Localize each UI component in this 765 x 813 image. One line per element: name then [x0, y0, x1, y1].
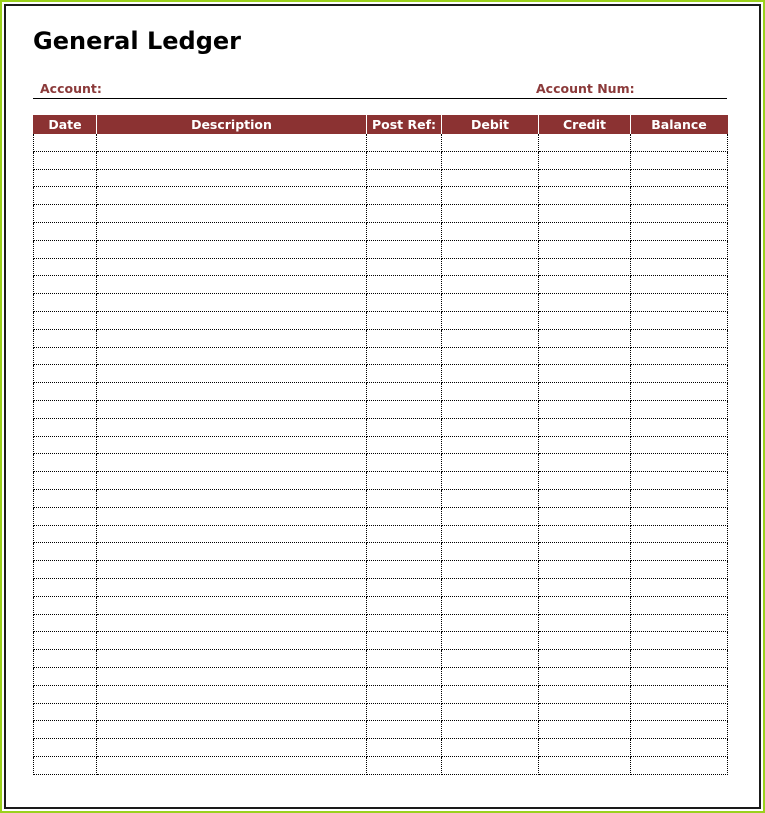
table-row: [34, 650, 728, 668]
post-ref-cell[interactable]: [367, 756, 442, 774]
date-cell[interactable]: [34, 258, 97, 276]
debit-cell[interactable]: [442, 596, 539, 614]
description-cell[interactable]: [97, 650, 367, 668]
debit-cell[interactable]: [442, 169, 539, 187]
table-row: [34, 294, 728, 312]
debit-cell[interactable]: [442, 650, 539, 668]
date-cell[interactable]: [34, 205, 97, 223]
balance-cell[interactable]: [631, 756, 728, 774]
date-cell[interactable]: [34, 472, 97, 490]
description-cell[interactable]: [97, 454, 367, 472]
credit-cell[interactable]: [539, 311, 631, 329]
balance-cell[interactable]: [631, 525, 728, 543]
table-row: [34, 596, 728, 614]
balance-cell[interactable]: [631, 400, 728, 418]
debit-cell[interactable]: [442, 543, 539, 561]
credit-cell[interactable]: [539, 187, 631, 205]
post-ref-cell[interactable]: [367, 134, 442, 151]
post-ref-cell[interactable]: [367, 365, 442, 383]
credit-cell[interactable]: [539, 436, 631, 454]
debit-cell[interactable]: [442, 489, 539, 507]
post-ref-cell[interactable]: [367, 507, 442, 525]
balance-cell[interactable]: [631, 454, 728, 472]
post-ref-cell[interactable]: [367, 187, 442, 205]
debit-cell[interactable]: [442, 258, 539, 276]
account-line: [33, 98, 727, 99]
credit-cell[interactable]: [539, 489, 631, 507]
debit-cell[interactable]: [442, 187, 539, 205]
post-ref-cell[interactable]: [367, 667, 442, 685]
credit-cell[interactable]: [539, 294, 631, 312]
table-row: [34, 258, 728, 276]
description-cell[interactable]: [97, 365, 367, 383]
date-cell[interactable]: [34, 276, 97, 294]
balance-cell[interactable]: [631, 276, 728, 294]
description-cell[interactable]: [97, 418, 367, 436]
table-row: [34, 365, 728, 383]
date-cell[interactable]: [34, 685, 97, 703]
debit-cell[interactable]: [442, 739, 539, 757]
description-cell[interactable]: [97, 703, 367, 721]
date-cell[interactable]: [34, 650, 97, 668]
description-cell[interactable]: [97, 169, 367, 187]
credit-cell[interactable]: [539, 169, 631, 187]
debit-cell[interactable]: [442, 667, 539, 685]
credit-cell[interactable]: [539, 703, 631, 721]
post-ref-cell[interactable]: [367, 329, 442, 347]
table-row: [34, 525, 728, 543]
post-ref-cell[interactable]: [367, 739, 442, 757]
table-row: [34, 703, 728, 721]
debit-cell[interactable]: [442, 525, 539, 543]
ledger-table: [33, 115, 728, 775]
date-cell[interactable]: [34, 383, 97, 401]
page-title: General Ledger: [33, 27, 241, 55]
balance-cell[interactable]: [631, 169, 728, 187]
debit-cell[interactable]: [442, 329, 539, 347]
debit-cell[interactable]: [442, 151, 539, 169]
post-ref-cell[interactable]: [367, 222, 442, 240]
balance-cell[interactable]: [631, 489, 728, 507]
post-ref-cell[interactable]: [367, 472, 442, 490]
balance-cell[interactable]: [631, 543, 728, 561]
description-cell[interactable]: [97, 561, 367, 579]
description-cell[interactable]: [97, 507, 367, 525]
credit-cell[interactable]: [539, 134, 631, 151]
table-row: [34, 311, 728, 329]
balance-cell[interactable]: [631, 561, 728, 579]
date-cell[interactable]: [34, 347, 97, 365]
description-cell[interactable]: [97, 596, 367, 614]
ledger-body: [34, 134, 728, 774]
debit-cell[interactable]: [442, 436, 539, 454]
debit-cell[interactable]: [442, 614, 539, 632]
description-cell[interactable]: [97, 472, 367, 490]
debit-cell[interactable]: [442, 240, 539, 258]
credit-cell[interactable]: [539, 525, 631, 543]
balance-cell[interactable]: [631, 721, 728, 739]
debit-cell[interactable]: [442, 472, 539, 490]
balance-cell[interactable]: [631, 347, 728, 365]
balance-cell[interactable]: [631, 222, 728, 240]
table-row: [34, 561, 728, 579]
table-row: [34, 151, 728, 169]
balance-cell[interactable]: [631, 685, 728, 703]
balance-cell[interactable]: [631, 436, 728, 454]
post-ref-cell[interactable]: [367, 347, 442, 365]
credit-cell[interactable]: [539, 240, 631, 258]
date-cell[interactable]: [34, 756, 97, 774]
date-cell[interactable]: [34, 739, 97, 757]
description-cell[interactable]: [97, 383, 367, 401]
description-cell[interactable]: [97, 222, 367, 240]
date-cell[interactable]: [34, 561, 97, 579]
credit-cell[interactable]: [539, 276, 631, 294]
description-cell[interactable]: [97, 436, 367, 454]
date-cell[interactable]: [34, 418, 97, 436]
post-ref-cell[interactable]: [367, 400, 442, 418]
post-ref-cell[interactable]: [367, 721, 442, 739]
date-cell[interactable]: [34, 222, 97, 240]
date-cell[interactable]: [34, 169, 97, 187]
column-header-post-ref: Post Ref:: [367, 115, 442, 134]
date-cell[interactable]: [34, 632, 97, 650]
table-header-row: [34, 115, 728, 134]
account-num-label: Account Num:: [536, 81, 635, 96]
post-ref-cell[interactable]: [367, 614, 442, 632]
date-cell[interactable]: [34, 721, 97, 739]
balance-cell[interactable]: [631, 151, 728, 169]
table-row: [34, 578, 728, 596]
post-ref-cell[interactable]: [367, 294, 442, 312]
credit-cell[interactable]: [539, 632, 631, 650]
date-cell[interactable]: [34, 365, 97, 383]
balance-cell[interactable]: [631, 507, 728, 525]
date-cell[interactable]: [34, 311, 97, 329]
debit-cell[interactable]: [442, 276, 539, 294]
description-cell[interactable]: [97, 347, 367, 365]
debit-cell[interactable]: [442, 578, 539, 596]
debit-cell[interactable]: [442, 756, 539, 774]
description-cell[interactable]: [97, 739, 367, 757]
balance-cell[interactable]: [631, 632, 728, 650]
date-cell[interactable]: [34, 543, 97, 561]
description-cell[interactable]: [97, 134, 367, 151]
balance-cell[interactable]: [631, 205, 728, 223]
table-row: [34, 614, 728, 632]
table-row: [34, 436, 728, 454]
credit-cell[interactable]: [539, 383, 631, 401]
table-row: [34, 418, 728, 436]
credit-cell[interactable]: [539, 667, 631, 685]
credit-cell[interactable]: [539, 472, 631, 490]
date-cell[interactable]: [34, 134, 97, 151]
balance-cell[interactable]: [631, 703, 728, 721]
post-ref-cell[interactable]: [367, 205, 442, 223]
description-cell[interactable]: [97, 258, 367, 276]
description-cell[interactable]: [97, 187, 367, 205]
credit-cell[interactable]: [539, 347, 631, 365]
date-cell[interactable]: [34, 454, 97, 472]
debit-cell[interactable]: [442, 134, 539, 151]
debit-cell[interactable]: [442, 222, 539, 240]
table-row: [34, 222, 728, 240]
description-cell[interactable]: [97, 667, 367, 685]
table-row: [34, 400, 728, 418]
date-cell[interactable]: [34, 436, 97, 454]
balance-cell[interactable]: [631, 650, 728, 668]
credit-cell[interactable]: [539, 365, 631, 383]
table-row: [34, 240, 728, 258]
credit-cell[interactable]: [539, 329, 631, 347]
debit-cell[interactable]: [442, 561, 539, 579]
credit-cell[interactable]: [539, 596, 631, 614]
table-row: [34, 543, 728, 561]
balance-cell[interactable]: [631, 294, 728, 312]
post-ref-cell[interactable]: [367, 489, 442, 507]
debit-cell[interactable]: [442, 294, 539, 312]
credit-cell[interactable]: [539, 685, 631, 703]
post-ref-cell[interactable]: [367, 436, 442, 454]
debit-cell[interactable]: [442, 400, 539, 418]
table-row: [34, 685, 728, 703]
column-header-debit: Debit: [442, 115, 539, 134]
date-cell[interactable]: [34, 507, 97, 525]
post-ref-cell[interactable]: [367, 276, 442, 294]
table-row: [34, 347, 728, 365]
date-cell[interactable]: [34, 703, 97, 721]
description-cell[interactable]: [97, 276, 367, 294]
description-cell[interactable]: [97, 543, 367, 561]
post-ref-cell[interactable]: [367, 596, 442, 614]
debit-cell[interactable]: [442, 365, 539, 383]
post-ref-cell[interactable]: [367, 543, 442, 561]
balance-cell[interactable]: [631, 596, 728, 614]
credit-cell[interactable]: [539, 614, 631, 632]
balance-cell[interactable]: [631, 240, 728, 258]
balance-cell[interactable]: [631, 667, 728, 685]
date-cell[interactable]: [34, 489, 97, 507]
table-row: [34, 205, 728, 223]
table-row: [34, 134, 728, 151]
table-row: [34, 472, 728, 490]
column-header-credit: Credit: [539, 115, 631, 134]
description-cell[interactable]: [97, 756, 367, 774]
balance-cell[interactable]: [631, 739, 728, 757]
table-row: [34, 756, 728, 774]
post-ref-cell[interactable]: [367, 151, 442, 169]
description-cell[interactable]: [97, 400, 367, 418]
debit-cell[interactable]: [442, 205, 539, 223]
table-row: [34, 739, 728, 757]
date-cell[interactable]: [34, 294, 97, 312]
table-row: [34, 489, 728, 507]
debit-cell[interactable]: [442, 347, 539, 365]
balance-cell[interactable]: [631, 383, 728, 401]
column-header-date: Date: [34, 115, 97, 134]
column-header-description: Description: [97, 115, 367, 134]
description-cell[interactable]: [97, 525, 367, 543]
post-ref-cell[interactable]: [367, 258, 442, 276]
debit-cell[interactable]: [442, 507, 539, 525]
balance-cell[interactable]: [631, 329, 728, 347]
debit-cell[interactable]: [442, 703, 539, 721]
post-ref-cell[interactable]: [367, 454, 442, 472]
date-cell[interactable]: [34, 329, 97, 347]
description-cell[interactable]: [97, 614, 367, 632]
debit-cell[interactable]: [442, 685, 539, 703]
account-label: Account:: [40, 81, 102, 96]
credit-cell[interactable]: [539, 650, 631, 668]
post-ref-cell[interactable]: [367, 685, 442, 703]
description-cell[interactable]: [97, 205, 367, 223]
post-ref-cell[interactable]: [367, 311, 442, 329]
table-row: [34, 721, 728, 739]
post-ref-cell[interactable]: [367, 169, 442, 187]
debit-cell[interactable]: [442, 632, 539, 650]
credit-cell[interactable]: [539, 543, 631, 561]
balance-cell[interactable]: [631, 418, 728, 436]
table-row: [34, 383, 728, 401]
credit-cell[interactable]: [539, 454, 631, 472]
credit-cell[interactable]: [539, 151, 631, 169]
table-row: [34, 667, 728, 685]
date-cell[interactable]: [34, 240, 97, 258]
date-cell[interactable]: [34, 667, 97, 685]
description-cell[interactable]: [97, 311, 367, 329]
table-row: [34, 507, 728, 525]
table-row: [34, 454, 728, 472]
table-row: [34, 187, 728, 205]
credit-cell[interactable]: [539, 400, 631, 418]
credit-cell[interactable]: [539, 756, 631, 774]
date-cell[interactable]: [34, 151, 97, 169]
post-ref-cell[interactable]: [367, 632, 442, 650]
debit-cell[interactable]: [442, 721, 539, 739]
balance-cell[interactable]: [631, 365, 728, 383]
credit-cell[interactable]: [539, 258, 631, 276]
post-ref-cell[interactable]: [367, 240, 442, 258]
description-cell[interactable]: [97, 329, 367, 347]
description-cell[interactable]: [97, 489, 367, 507]
table-row: [34, 632, 728, 650]
credit-cell[interactable]: [539, 739, 631, 757]
credit-cell[interactable]: [539, 418, 631, 436]
credit-cell[interactable]: [539, 578, 631, 596]
balance-cell[interactable]: [631, 578, 728, 596]
description-cell[interactable]: [97, 632, 367, 650]
column-header-balance: Balance: [631, 115, 728, 134]
description-cell[interactable]: [97, 151, 367, 169]
post-ref-cell[interactable]: [367, 561, 442, 579]
credit-cell[interactable]: [539, 205, 631, 223]
balance-cell[interactable]: [631, 134, 728, 151]
date-cell[interactable]: [34, 525, 97, 543]
balance-cell[interactable]: [631, 187, 728, 205]
debit-cell[interactable]: [442, 418, 539, 436]
credit-cell[interactable]: [539, 222, 631, 240]
description-cell[interactable]: [97, 685, 367, 703]
table-row: [34, 329, 728, 347]
post-ref-cell[interactable]: [367, 703, 442, 721]
description-cell[interactable]: [97, 578, 367, 596]
balance-cell[interactable]: [631, 258, 728, 276]
description-cell[interactable]: [97, 294, 367, 312]
post-ref-cell[interactable]: [367, 418, 442, 436]
date-cell[interactable]: [34, 187, 97, 205]
post-ref-cell[interactable]: [367, 383, 442, 401]
credit-cell[interactable]: [539, 561, 631, 579]
debit-cell[interactable]: [442, 454, 539, 472]
balance-cell[interactable]: [631, 614, 728, 632]
credit-cell[interactable]: [539, 507, 631, 525]
post-ref-cell[interactable]: [367, 578, 442, 596]
date-cell[interactable]: [34, 400, 97, 418]
description-cell[interactable]: [97, 240, 367, 258]
balance-cell[interactable]: [631, 472, 728, 490]
post-ref-cell[interactable]: [367, 525, 442, 543]
table-row: [34, 169, 728, 187]
table-row: [34, 276, 728, 294]
debit-cell[interactable]: [442, 383, 539, 401]
credit-cell[interactable]: [539, 721, 631, 739]
description-cell[interactable]: [97, 721, 367, 739]
post-ref-cell[interactable]: [367, 650, 442, 668]
date-cell[interactable]: [34, 614, 97, 632]
date-cell[interactable]: [34, 578, 97, 596]
date-cell[interactable]: [34, 596, 97, 614]
balance-cell[interactable]: [631, 311, 728, 329]
debit-cell[interactable]: [442, 311, 539, 329]
